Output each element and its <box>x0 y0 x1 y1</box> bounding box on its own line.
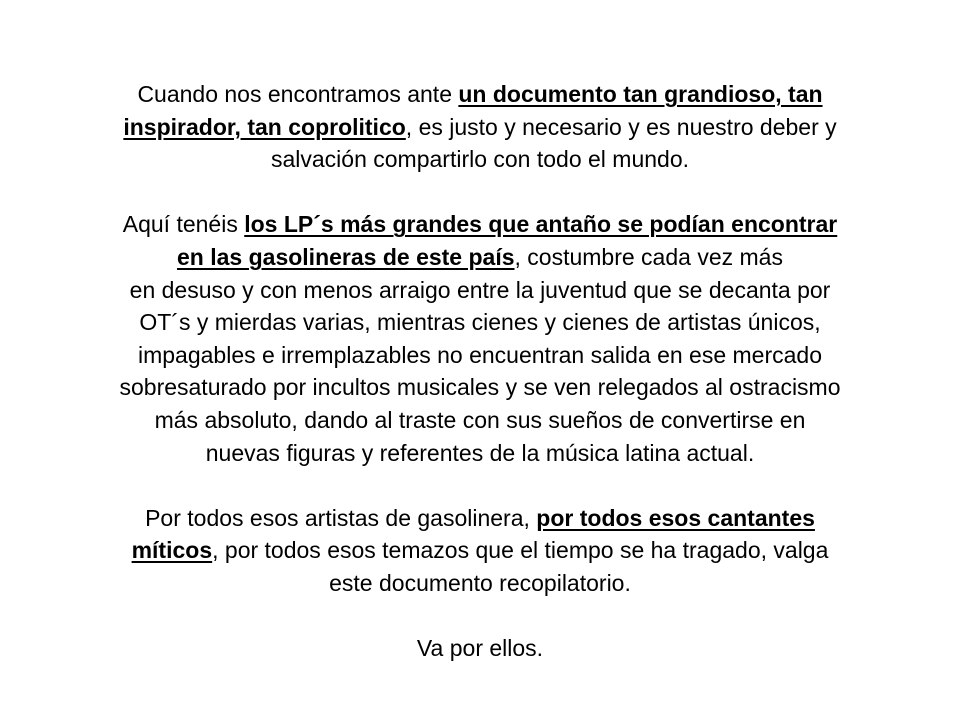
text-line: nuevas figuras y referentes de la música latina actual. <box>205 439 755 466</box>
text-line <box>40 78 920 111</box>
text-run: , es justo y necesario y es nuestro deber y <box>405 113 837 140</box>
text-line <box>40 208 920 241</box>
text-line <box>40 534 920 567</box>
text-line: OT´s y mierdas varias, mientras cienes y cienes de artistas únicos, <box>139 309 821 336</box>
emphasis-text: inspirador, tan coprolitico <box>123 113 406 140</box>
paragraph-intro <box>40 78 920 176</box>
text-line: salvación compartirlo con todo el mundo. <box>270 146 690 173</box>
paragraph-closing <box>40 632 920 665</box>
text-run: Aquí tenéis <box>122 211 245 238</box>
text-run: , costumbre cada vez más <box>514 243 783 270</box>
paragraph-dedication <box>40 502 920 600</box>
text-run: Por todos esos artistas de gasolinera, <box>145 504 537 531</box>
text-run: , por todos esos temazos que el tiempo se ha tragado, valga <box>212 537 829 564</box>
text-line: más absoluto, dando al traste con sus sueños de convertirse en <box>154 406 806 433</box>
emphasis-text: un documento tan grandioso, tan <box>458 81 823 107</box>
emphasis-text: en las gasolineras de este país <box>177 243 515 270</box>
text-line <box>40 111 920 144</box>
text-line: Va por ellos. <box>416 635 544 662</box>
emphasis-text: míticos <box>131 537 213 564</box>
text-line: en desuso y con menos arraigo entre la juventud que se decanta por <box>129 276 831 303</box>
text-line: sobresaturado por incultos musicales y se ven relegados al ostracismo <box>119 374 841 401</box>
text-run: Cuando nos encontramos ante <box>137 81 459 107</box>
body-text <box>40 78 920 697</box>
emphasis-text: por todos esos cantantes <box>536 504 815 531</box>
text-line: impagables e irremplazables no encuentran salida en ese mercado <box>137 341 822 368</box>
text-line: este documento recopilatorio. <box>329 569 631 596</box>
paragraph-records <box>40 208 920 469</box>
text-line <box>40 241 920 274</box>
emphasis-text: los LP´s más grandes que antaño se podían encontrar <box>244 211 838 238</box>
text-line <box>40 502 920 535</box>
